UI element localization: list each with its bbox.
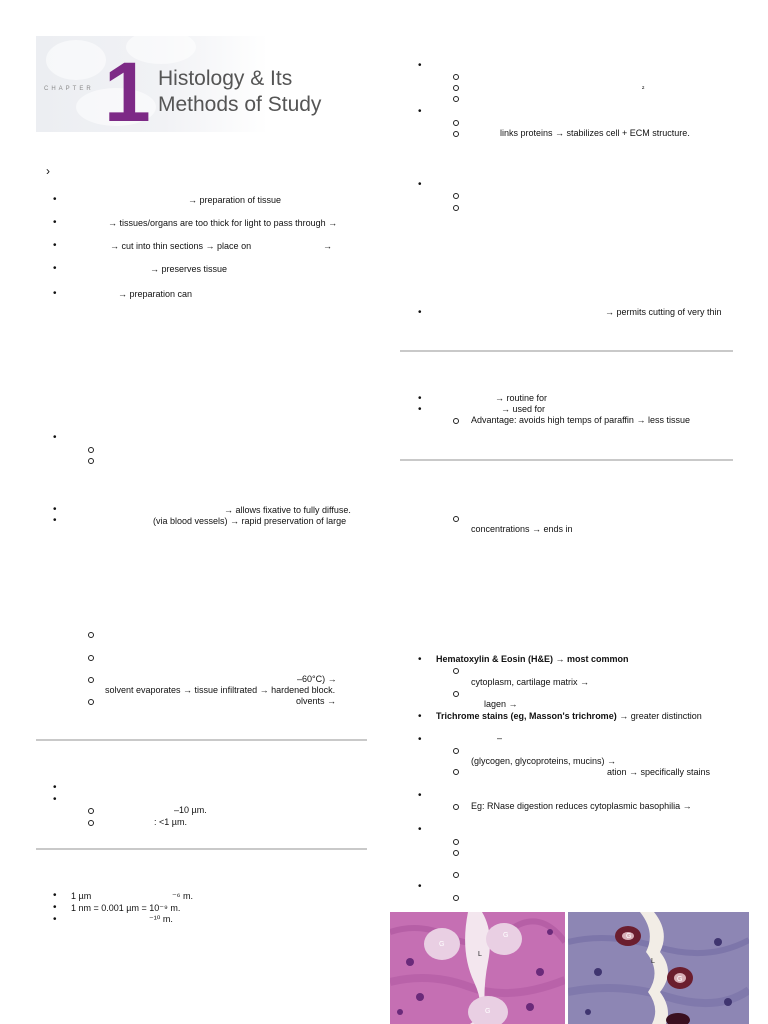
bullet: • [53,194,57,205]
bullet: • [418,711,422,722]
bullet: • [418,106,422,117]
text-line: links proteins → stabilizes cell + ECM structure. [500,128,690,138]
sub-bullet [453,839,459,845]
chapter-title: Histology & Its Methods of Study [158,67,322,116]
divider [400,350,733,352]
text-line: lagen → [484,699,518,709]
bullet: • [418,734,422,745]
bullet: • [418,790,422,801]
text-line: ⁻⁶ m. [172,891,193,901]
text-line: 1 nm = 0.001 µm = 10⁻⁹ m. [71,903,181,913]
text-line [436,711,702,722]
divider [36,848,367,850]
sub-bullet [453,193,459,199]
text-line: –10 µm. [174,805,207,815]
sub-bullet [88,632,94,638]
bullet: • [53,515,57,526]
sub-bullet [88,820,94,826]
bullet: • [418,824,422,835]
text-line: Advantage: avoids high temps of paraffin → less tissue [471,415,690,425]
sub-bullet [453,850,459,856]
divider [400,459,733,461]
sub-bullet [453,769,459,775]
sub-bullet [453,748,459,754]
section-caret: › [46,164,50,178]
bullet: • [53,782,57,793]
trichrome-rest: → greater distinction [616,711,702,721]
text-line: concentrations → ends in [471,524,573,534]
bullet: • [418,393,422,404]
sub-bullet [88,458,94,464]
text-line: olvents → [296,696,337,706]
text-line: → preparation of tissue [188,195,282,205]
text-line: solvent evaporates → tissue infiltrated → hardened block. [105,685,336,695]
text-line: → tissues/organs are too thick for light to pass through → [108,218,338,228]
text-line: → permits cutting of very thin [605,307,722,317]
text-line: → routine for [495,393,548,403]
sub-bullet [88,808,94,814]
text-line: cytoplasm, cartilage matrix → [471,677,590,687]
bullet: • [53,263,57,274]
bullet: • [53,240,57,251]
divider [36,739,367,741]
bullet: • [53,217,57,228]
bullet: • [418,654,422,665]
text-line: ation → specifically stains [607,767,711,777]
sub-bullet [453,418,459,424]
sub-bullet [453,516,459,522]
bullet: • [53,902,57,913]
micrograph-label: L [651,958,655,965]
micrograph-he-stain [390,912,565,1024]
bullet: • [418,60,422,71]
chapter-number: 1 [104,45,149,139]
bullet: • [418,404,422,415]
sub-bullet [453,804,459,810]
sub-bullet [453,96,459,102]
micrograph-label: G [503,932,509,939]
trichrome-label: Trichrome stains (eg, Masson's trichrome) [436,711,617,721]
bullet: • [418,881,422,892]
chapter-label: CHAPTER [44,86,94,92]
bullet: • [418,307,422,318]
text-line: → preparation can [118,289,193,299]
bullet: • [53,890,57,901]
bullet: • [53,432,57,443]
text-line: 1 µm [71,891,92,901]
text-line: → [323,241,332,251]
sub-bullet [88,677,94,683]
sub-bullet [453,85,459,91]
sub-bullet [453,872,459,878]
bullet: • [53,914,57,925]
micrograph-label: L [478,951,482,958]
sub-bullet [453,74,459,80]
text-line: Eg: RNase digestion reduces cytoplasmic basophilia → [471,801,692,811]
micrograph-label: G [485,1008,491,1015]
sub-bullet [453,668,459,674]
text-line: → preserves tissue [150,264,228,274]
micrograph-label: G [677,976,683,983]
sub-bullet [453,120,459,126]
sub-bullet [453,131,459,137]
bullet: • [53,288,57,299]
sub-bullet [453,205,459,211]
text-line: (glycogen, glycoproteins, mucins) → [471,756,617,766]
text-line: → used for [501,404,546,414]
text-line: Hematoxylin & Eosin (H&E) → most common [436,654,629,664]
bullet: • [418,179,422,190]
text-line: – [497,733,503,743]
sub-bullet [453,895,459,901]
bullet: • [53,794,57,805]
text-line: –60°C) → [297,674,337,684]
text-line: (via blood vessels) → rapid preservation of large [153,516,347,526]
micrograph-pas-stain [568,912,749,1024]
sub-bullet [88,447,94,453]
micrograph-label: G [439,941,445,948]
text-line: ⁻¹⁰ m. [149,914,173,924]
sub-bullet [453,691,459,697]
text-line: → allows fixative to fully diffuse. [224,505,351,515]
micrograph-label: G [626,933,632,940]
text-line: : <1 µm. [154,817,187,827]
text-line: ² [642,86,645,93]
bullet: • [53,504,57,515]
text-line: → cut into thin sections → place on [110,241,252,251]
sub-bullet [88,699,94,705]
sub-bullet [88,655,94,661]
